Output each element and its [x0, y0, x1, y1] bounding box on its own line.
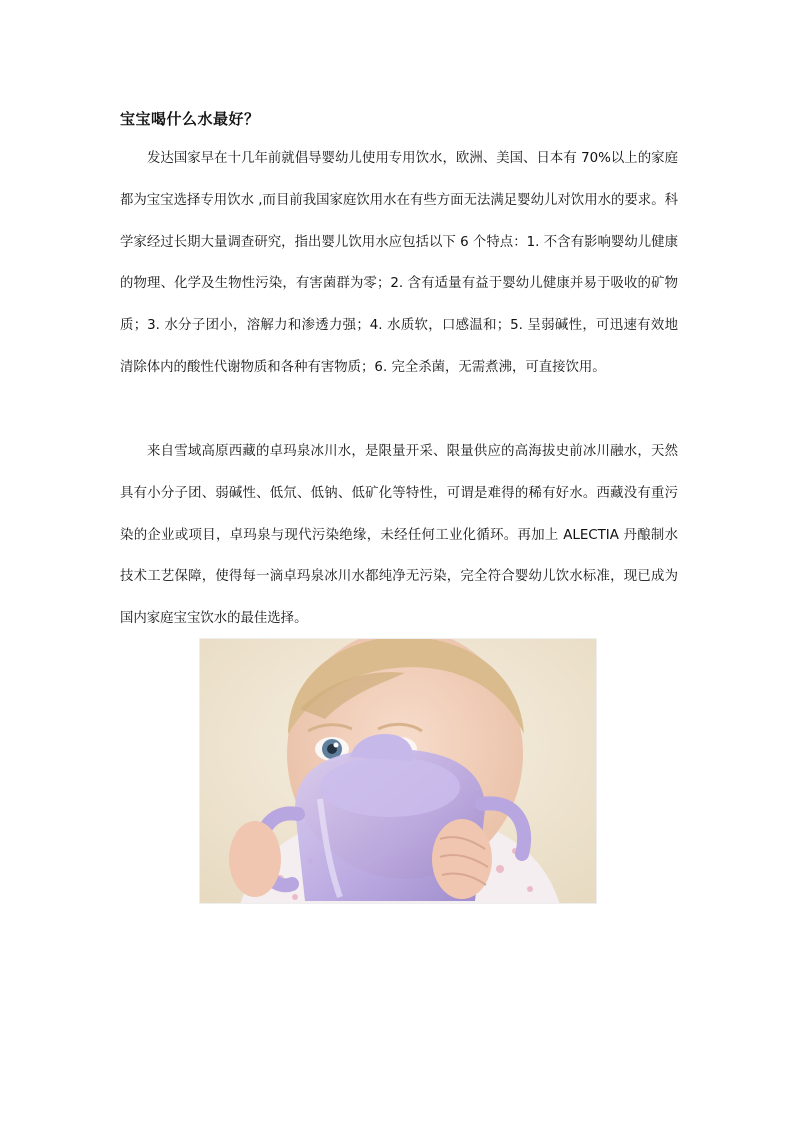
paragraph-2: 来自雪域高原西藏的卓玛泉冰川水，是限量开采、限量供应的高海拔史前冰川融水，天然具有小分子团、弱碱性、低氘、低钠、低矿化等特性，可谓是难得的稀有好水。西藏没有重污染的企业或项目，卓玛泉与现代污染绝缘，未经任何工业化循环。再加上 ALECTIA 丹酿制水技术工艺保障，使得每一滴卓玛泉冰川水都纯净无污染，完全符合婴幼儿饮水标准，现已成为国内家庭宝宝饮水的最佳选择。	[120, 444, 678, 627]
baby-drinking-illustration	[200, 639, 597, 904]
page-title: 宝宝喝什么水最好？	[120, 110, 260, 128]
baby-photo	[199, 638, 597, 904]
paragraph-1: 发达国家早在十几年前就倡导婴幼儿使用专用饮水，欧洲、美国、日本有 70%以上的家庭都为宝宝选择专用饮水 ,而目前我国家庭饮用水在有些方面无法满足婴幼儿对饮用水的要求。科学家经过长期大量调查研究，指出婴儿饮用水应包括以下 6 个特点：1. 不含有影响婴幼儿健康的物理、化学及生物性污染，有害菌群为零；2. 含有适量有益于婴幼儿健康并易于吸收的矿物质；3. 水分子团小，溶解力和渗透力强；4. 水质软，口感温和；5. 呈弱碱性，可迅速有效地清除体内的酸性代谢物质和各种有害物质；6. 完全杀菌，无需煮沸，可直接饮用。	[120, 151, 678, 375]
